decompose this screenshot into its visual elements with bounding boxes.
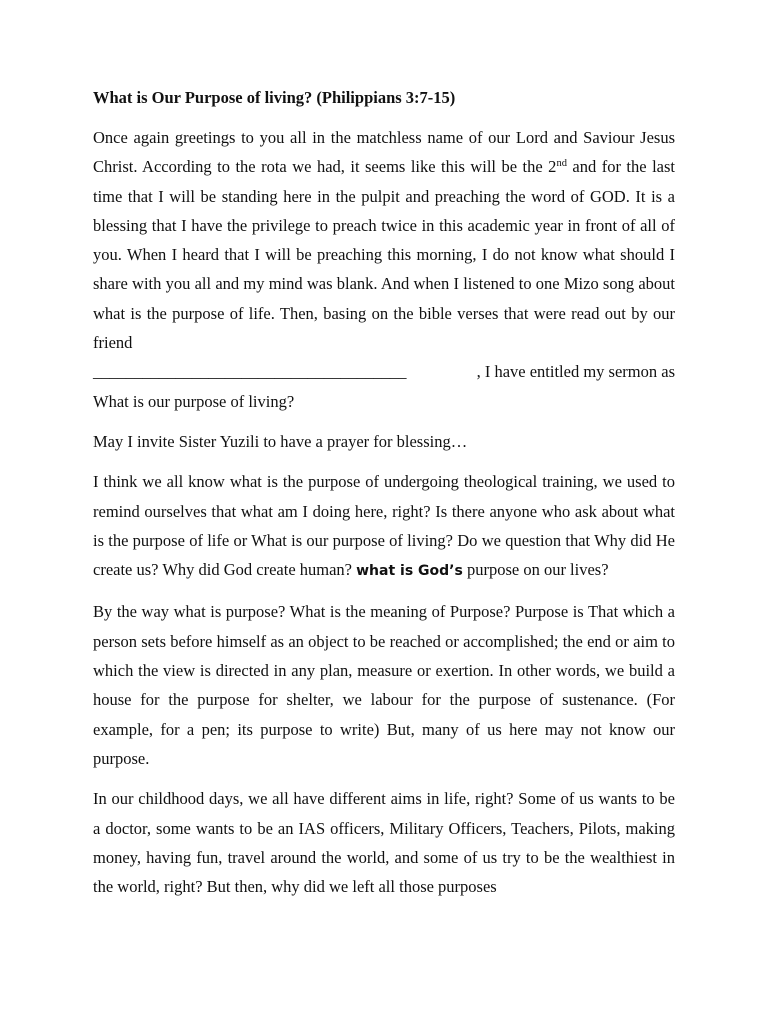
- paragraph-childhood-aims: In our childhood days, we all have different aims in life, right? Some of us wants to be a doctor, some wants to be an IAS officers, Military Officers, Teachers, Pilots, making money, having fun, travel around the world, and some of us try to be the wealthiest in the world, right? But then, why did we left all those purposes: [93, 789, 675, 897]
- greeting-text-body: and for the last time that I will be standing here in the pulpit and preaching the word of GOD. It is a blessing that I have the privilege to preach twice in this academic year in front of all of you. When I heard that I will be preaching this morning, I do not know what should I share with you all and my mind was blank. And when I listened to one Mizo song about what is the purpose of life. Then, basing on the bible verses that were read out by our friend: [93, 157, 675, 353]
- greeting-text-start: Once again greetings to you all in the matchless name of our Lord and Saviour Jesus Christ. According to the rota we had, it seems like this will be the 2: [93, 128, 675, 177]
- paragraph-purpose-question: [93, 467, 675, 586]
- greeting-closing: What is our purpose of living?: [93, 391, 295, 411]
- document-body: [93, 85, 675, 901]
- paragraph-prayer-invite: May I invite Sister Yuzili to have a prayer for blessing…: [93, 431, 468, 451]
- fill-in-blank-line: ______________________________________: [93, 362, 407, 382]
- purpose-question-end: purpose on our lives?: [462, 560, 609, 580]
- fill-in-blank-row: [93, 357, 675, 386]
- sermon-title: What is Our Purpose of living? (Philippians 3:7-15): [93, 88, 456, 107]
- paragraph-greeting: [93, 123, 675, 416]
- purpose-question-text: I think we all know what is the purpose of undergoing theological training, we used to remind ourselves that what am I doing here, right? Is there anyone who ask about what is the purpose of life or What is our purpose of living? Do we question that Why did He create us? Why did God create human?: [93, 472, 675, 580]
- emphasis-text: what is God’s: [356, 563, 463, 580]
- paragraph-purpose-definition: By the way what is purpose? What is the meaning of Purpose? Purpose is That which a person sets before himself as an object to be reached or accomplished; the end or aim to which the view is directed in any plan, measure or exertion. In other words, we build a house for the purpose for shelter, we labour for the purpose of sustenance. (For example, for a pen; its purpose to write) But, many of us here may not know our purpose.: [93, 602, 675, 768]
- ordinal-superscript: nd: [556, 158, 567, 170]
- blank-row-text: , I have entitled my sermon as: [476, 362, 675, 382]
